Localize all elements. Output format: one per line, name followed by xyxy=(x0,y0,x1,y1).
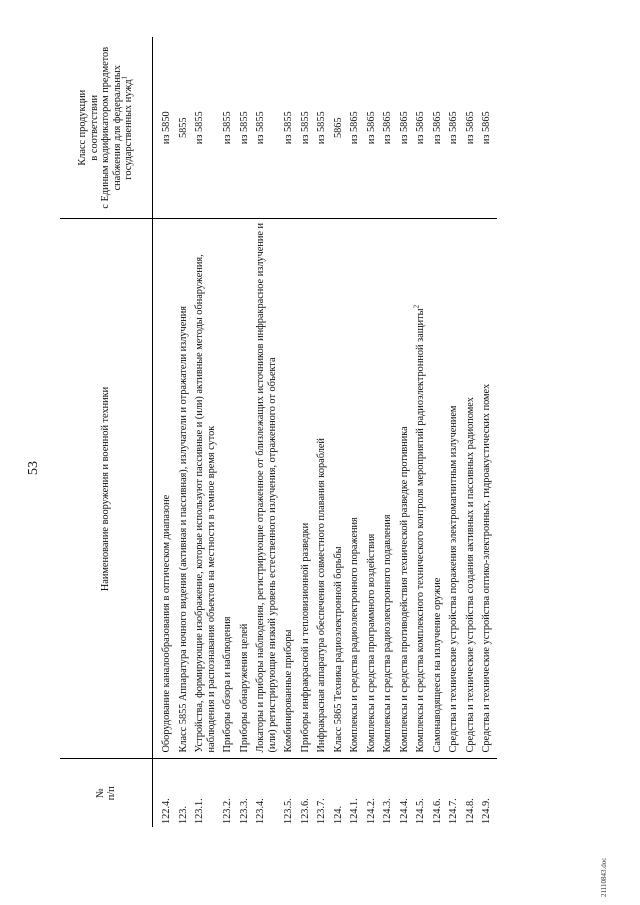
row-name-text: Устройства, формирующие изображение, которые используют пассивные и (или) активные методы обнаружения, наблюдения и распознавания объектов на местности в темное время суток xyxy=(194,254,217,753)
table-row xyxy=(299,37,316,827)
row-class: из 5855 xyxy=(255,111,266,145)
row-name-text: Комплексы и средства радиоэлектронного поражения xyxy=(349,517,360,753)
row-number: 124.3. xyxy=(382,798,393,824)
row-name-text: Приборы обнаружения целей xyxy=(238,623,250,753)
row-class: из 5865 xyxy=(464,111,476,145)
row-name xyxy=(431,219,448,759)
row-name-text: Комбинированные приборы xyxy=(283,629,294,753)
row-number: 123.2. xyxy=(222,798,233,824)
table-row xyxy=(431,37,448,827)
row-name-text: Приборы обзора и наблюдения xyxy=(222,616,233,753)
row-class: 5865 xyxy=(332,117,344,139)
row-class: из 5855 xyxy=(283,111,294,145)
row-number: 123.5. xyxy=(283,798,294,824)
row-number: 123.4. xyxy=(255,798,266,824)
row-number: 124.6. xyxy=(431,798,443,824)
table-row xyxy=(177,37,194,827)
row-class: из 5865 xyxy=(365,111,377,145)
row-number: 123.1. xyxy=(194,798,205,824)
header-class-line: в соответствии xyxy=(88,94,100,161)
row-class: из 5865 xyxy=(415,111,426,145)
header-class-line: Класс продукции xyxy=(77,89,89,166)
table-row xyxy=(332,37,349,827)
row-name-text: Инфракрасная аппаратура обеспечения совместного плавания кораблей xyxy=(316,438,327,753)
row-class: из 5865 xyxy=(481,111,492,145)
header-num-line: п/п xyxy=(106,786,117,801)
table-row xyxy=(447,37,464,827)
row-class: из 5850 xyxy=(161,111,172,145)
header-class-line: снабжения для федеральных xyxy=(111,65,123,191)
header-name: Наименование вооружения и военной техники xyxy=(60,219,153,759)
table-row xyxy=(254,37,282,827)
row-name-text: Комплексы и средства радиоэлектронного подавления xyxy=(382,514,393,753)
row-number: 124.5. xyxy=(415,798,426,824)
row-name-text: Комплексы и средства противодействия технической разведке противника xyxy=(398,426,410,753)
row-name-text: Средства и технические устройства оптико-электронных, гидроакустических помех xyxy=(481,383,492,753)
row-name-text: Комплексы и средства комплексного технического контроля мероприятий радиоэлектронной защиты xyxy=(415,308,426,753)
table-header-row xyxy=(60,37,153,827)
row-name xyxy=(282,219,299,759)
table-row xyxy=(414,37,431,827)
document-code: 21110843.doc xyxy=(600,857,608,897)
table-row xyxy=(348,37,365,827)
row-name-text: Приборы инфракрасной и тепловизионной разведки xyxy=(299,522,311,753)
row-number: 124.4. xyxy=(398,798,410,824)
row-name xyxy=(365,219,382,759)
row-name xyxy=(238,219,255,759)
row-name xyxy=(398,219,415,759)
table-row xyxy=(282,37,299,827)
header-num-line: № xyxy=(94,788,106,799)
row-class: из 5865 xyxy=(398,111,410,145)
weapons-classification-table xyxy=(60,37,497,827)
row-name xyxy=(348,219,365,759)
row-number: 124. xyxy=(332,805,344,824)
table-row xyxy=(381,37,398,827)
header-num xyxy=(60,759,153,827)
table-row xyxy=(398,37,415,827)
row-name-text: Оборудование каналообразования в оптическом диапазоне xyxy=(161,494,172,753)
row-name xyxy=(447,219,464,759)
header-class-line-text: государственных нужд xyxy=(123,79,135,180)
table-row xyxy=(365,37,382,827)
row-class: из 5865 xyxy=(349,111,360,145)
row-name xyxy=(193,219,221,759)
header-class-line xyxy=(120,40,135,216)
row-name xyxy=(153,219,177,759)
row-number: 124.2. xyxy=(365,798,377,824)
row-name xyxy=(315,219,332,759)
page-number: 53 xyxy=(26,461,41,475)
footnote-marker: 1 xyxy=(120,75,129,80)
row-class: 5855 xyxy=(177,117,189,139)
row-name xyxy=(464,219,481,759)
row-class: из 5865 xyxy=(382,111,393,145)
row-number: 124.8. xyxy=(464,798,476,824)
row-name xyxy=(254,219,282,759)
row-class: из 5865 xyxy=(448,111,459,145)
row-name-text: Класс 5865 Техника радиоэлектронной борьбы xyxy=(332,546,344,753)
table-row xyxy=(315,37,332,827)
footnote-marker: 2 xyxy=(412,304,421,309)
row-name-text: Средства и технические устройства создания активных и пассивных радиопомех xyxy=(464,397,476,753)
row-name xyxy=(381,219,398,759)
row-number: 123.6. xyxy=(299,798,311,824)
header-class xyxy=(60,37,153,219)
table-row xyxy=(153,37,177,827)
row-class: из 5855 xyxy=(316,111,327,145)
row-name-text: Комплексы и средства программного воздействия xyxy=(365,533,377,753)
header-class-line: с Единым кодификатором предметов xyxy=(100,46,112,209)
row-name xyxy=(299,219,316,759)
table-row xyxy=(480,37,497,827)
row-number: 122.4. xyxy=(161,798,172,824)
row-class: из 5855 xyxy=(194,111,205,145)
table-row xyxy=(221,37,238,827)
row-class: из 5855 xyxy=(299,111,311,145)
row-name-text: Локаторы и приборы наблюдения, регистрирующие отраженное от близлежащих источников инфракрасное излучение и (или) регистрирующие низкий уровень естественного излучения, отраженного от объекта xyxy=(255,223,278,753)
row-name xyxy=(177,219,194,759)
table-row xyxy=(464,37,481,827)
row-number: 124.9. xyxy=(481,798,492,824)
row-name xyxy=(480,219,497,759)
row-number: 124.7. xyxy=(448,798,459,824)
row-number: 123. xyxy=(177,805,189,824)
row-name xyxy=(332,219,349,759)
row-class: из 5855 xyxy=(238,111,250,145)
row-number: 123.7. xyxy=(316,798,327,824)
row-class: из 5855 xyxy=(222,111,233,145)
row-name xyxy=(221,219,238,759)
row-name xyxy=(414,219,431,759)
table-row xyxy=(193,37,221,827)
row-class: из 5865 xyxy=(431,111,443,145)
row-name-text: Класс 5855 Аппаратура ночного видения (активная и пассивная), излучатели и отражатели излучения xyxy=(177,305,189,753)
row-number: 123.3. xyxy=(238,798,250,824)
row-name-text: Средства и технические устройства поражения электромагнитным излучением xyxy=(448,405,459,753)
row-number: 124.1. xyxy=(349,798,360,824)
table-row xyxy=(238,37,255,827)
row-name-text: Самонаводящееся на излучение оружие xyxy=(431,577,443,753)
